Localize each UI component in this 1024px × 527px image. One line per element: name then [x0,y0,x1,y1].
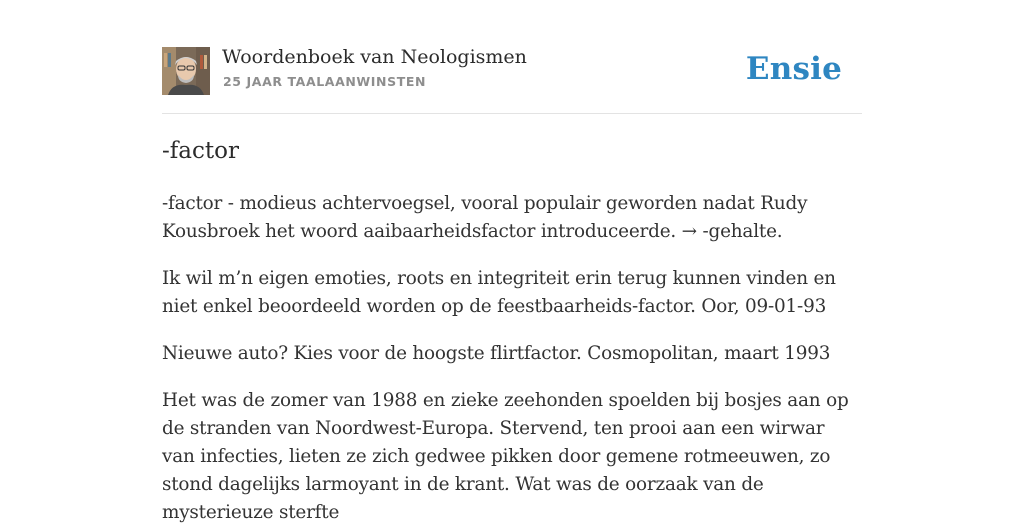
citation-paragraph: Ik wil m’n eigen emoties, roots en integriteit erin terug kunnen vinden en niet enkel beoordeeld worden op de feestbaarheids-factor. Oor, 09-01-93 [162,268,836,317]
entry-title: -factor [162,138,239,164]
author-avatar[interactable] [162,47,210,95]
entry-body [162,190,862,527]
dictionary-name[interactable]: Woordenboek van Neologismen [222,46,527,68]
ensie-logo[interactable]: Ensie [745,51,842,87]
citation-paragraph: Het was de zomer van 1988 en zieke zeehonden spoelden bij bosjes aan op de stranden van Noordwest-Europa. Stervend, ten prooi aan een wirwar van infecties, lieten ze zich gedwee pikken door gemene rotmeeuwen, zo stond dagelijks larmoyant in de krant. Wat was de oorzaak van de mysterieuze sterfte [162,390,849,523]
citation-paragraph: Nieuwe auto? Kies voor de hoogste flirtfactor. Cosmopolitan, maart 1993 [162,343,831,364]
site-header [162,46,862,96]
header-divider [162,113,862,114]
entry-definition: -factor - modieus achtervoegsel, vooral populair geworden nadat Rudy Kousbroek het woord aaibaarheidsfactor introduceerde. → -gehalte. [162,193,808,242]
author-portrait-icon [162,47,210,95]
dictionary-tagline: 25 JAAR TAALAANWINSTEN [223,74,427,89]
